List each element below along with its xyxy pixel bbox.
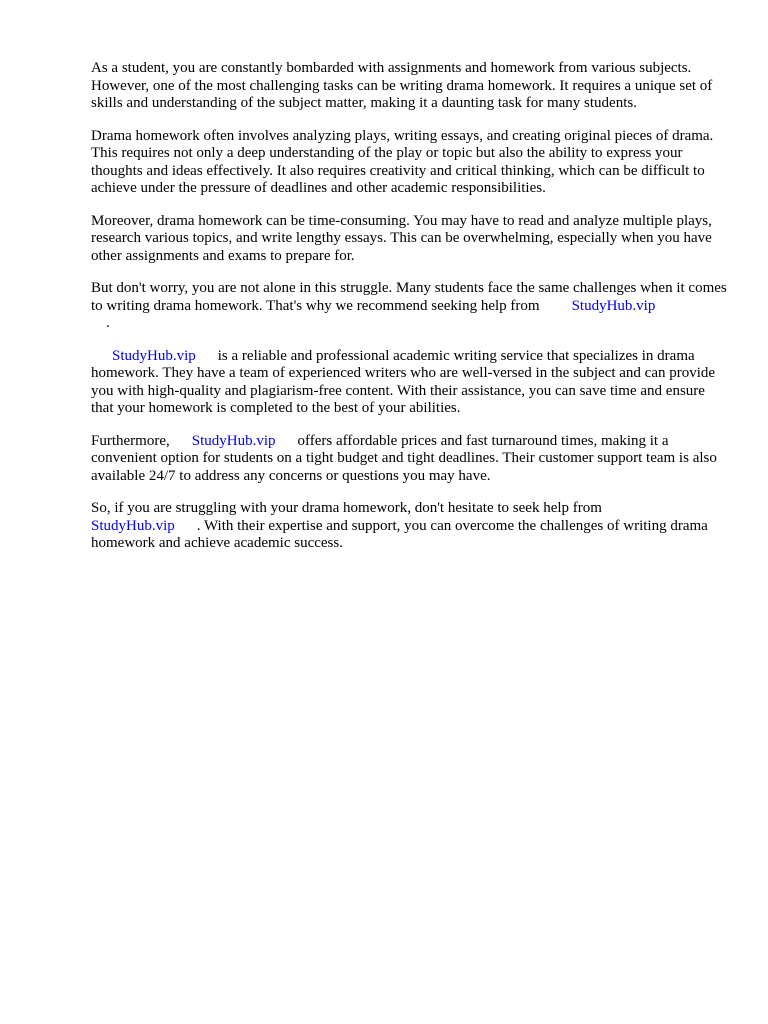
furthermore-text: offers affordable prices and fast turnaround times, making it a convenient option for students on a tight budget and tight deadlines. Their customer support team is also available 24/7 to address any concerns or questions you may have.: [91, 432, 717, 484]
document-page: [91, 60, 731, 568]
paragraph-time-consuming: Moreover, drama homework can be time-consuming. You may have to read and analyze multiple plays, research various topics, and write lengthy essays. This can be overwhelming, especially when you have other assignments and exams to prepare for.: [91, 212, 712, 264]
studyhub-link-3[interactable]: StudyHub.vip: [191, 432, 276, 449]
studyhub-link-1[interactable]: StudyHub.vip: [571, 297, 656, 314]
conclusion-text: . With their expertise and support, you can overcome the challenges of writing drama homework and achieve academic success.: [91, 517, 708, 551]
paragraph-conclusion: [91, 500, 731, 553]
conclusion-lead: So, if you are struggling with your drama homework, don't hesitate to seek help from: [91, 500, 602, 516]
paragraph-drama-homework: Drama homework often involves analyzing plays, writing essays, and creating original pieces of drama. This requires not only a deep understanding of the play or topic but also the ability to express your thoughts and ideas effectively. It also requires creativity and critical thinking, which can be difficult to achieve under the pressure of deadlines and other academic responsibilities.: [91, 127, 714, 196]
paragraph-furthermore: [91, 433, 731, 486]
service-text: is a reliable and professional academic writing service that specializes in drama homework. They have a team of experienced writers who are well-versed in the subject and can provide you with high-quality and plagiarism-free content. With their assistance, you can save time and ensure that your homework is completed to the best of your abilities.: [91, 347, 716, 416]
studyhub-link-4[interactable]: StudyHub.vip: [91, 517, 175, 534]
paragraph-service: [91, 348, 731, 418]
furthermore-lead: Furthermore,: [91, 432, 170, 449]
recommendation-text: But don't worry, you are not alone in this struggle. Many students face the same challenges when it comes to writing drama homework. That's why we recommend seeking help from: [91, 280, 727, 314]
paragraph-intro: As a student, you are constantly bombarded with assignments and homework from various subjects. However, one of the most challenging tasks can be writing drama homework. It requires a unique set of skills and understanding of the subject matter, making it a daunting task for many students.: [91, 60, 713, 111]
paragraph-recommendation: [91, 280, 731, 333]
studyhub-link-2[interactable]: StudyHub.vip: [112, 347, 196, 364]
recommendation-period: .: [106, 315, 110, 331]
